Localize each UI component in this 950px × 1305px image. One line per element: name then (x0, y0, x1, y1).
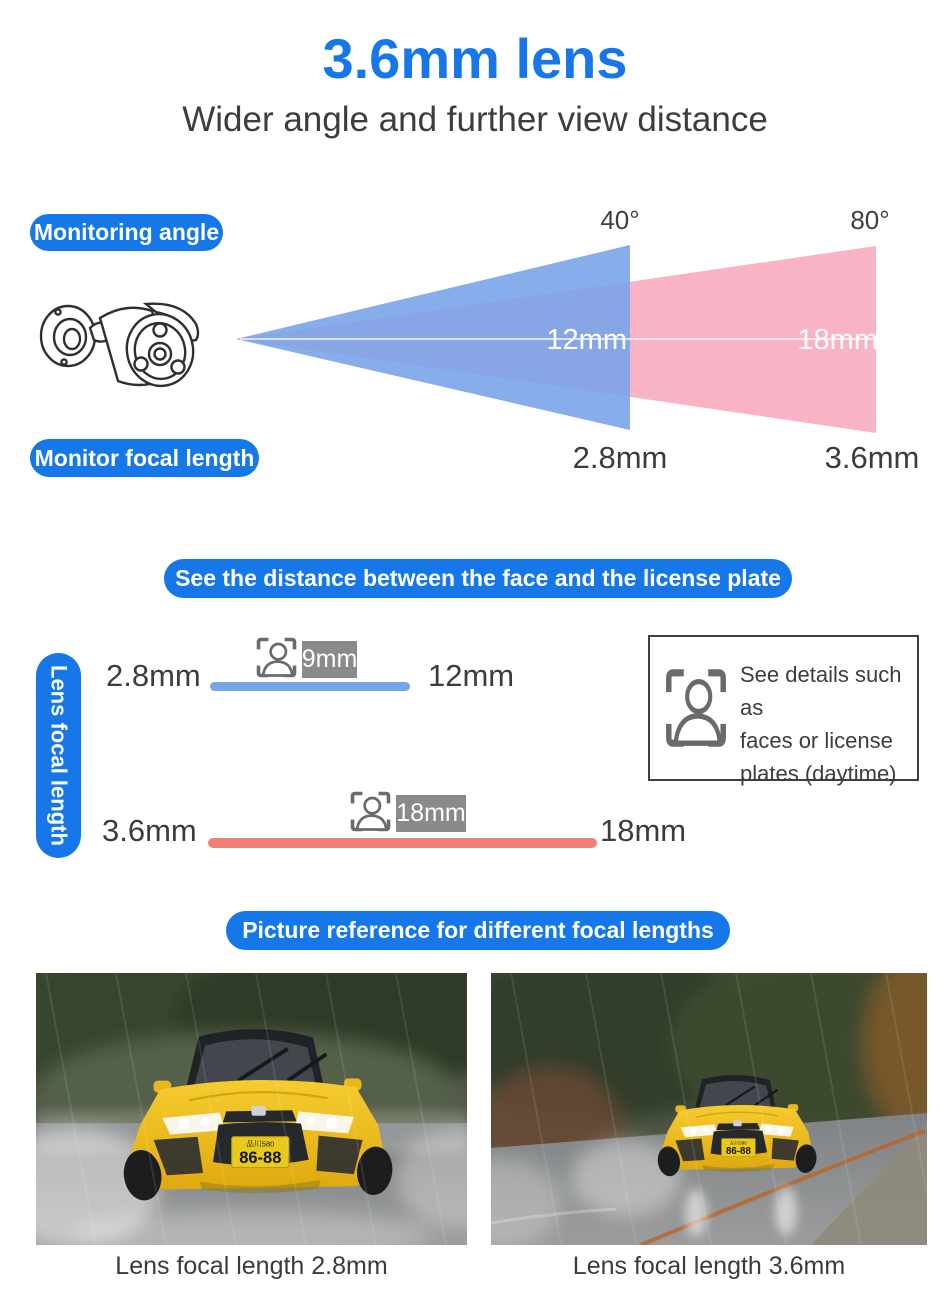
page-subtitle: Wider angle and further view distance (182, 100, 768, 139)
angle-label-80: 80° (850, 205, 890, 235)
cone-focal-2-8mm: 2.8mm (572, 440, 668, 475)
info-line-1: See details such as (740, 662, 902, 720)
row2-distance-bar (208, 838, 597, 848)
monitor-focal-length-pill: Monitor focal length (30, 439, 259, 477)
picture-reference-pill: Picture reference for different focal lengths (226, 911, 730, 950)
cone-distance-18mm: 18mm (797, 324, 878, 356)
row2-distance-badge: 18mm (396, 795, 466, 832)
photo-3-6mm (491, 973, 927, 1245)
angle-label-40: 40° (600, 205, 640, 235)
info-line-3: plates (daytime) (740, 761, 897, 786)
page-title: 3.6mm lens (322, 27, 628, 90)
row1-distance-bar (210, 682, 410, 691)
row1-distance-badge: 9mm (302, 641, 357, 678)
row1-distance-label: 12mm (428, 658, 515, 693)
face-detect-icon (662, 664, 730, 752)
caption-2-8mm: Lens focal length 2.8mm (115, 1252, 388, 1280)
face-detect-icon (254, 635, 299, 680)
info-line-2: faces or license (740, 728, 893, 753)
see-distance-pill: See the distance between the face and the license plate (164, 559, 792, 598)
row1-focal-label: 2.8mm (106, 658, 201, 693)
bullet-camera-icon (38, 288, 218, 394)
caption-3-6mm: Lens focal length 3.6mm (572, 1252, 846, 1280)
cone-distance-12mm: 12mm (546, 324, 627, 356)
cone-focal-3-6mm: 3.6mm (824, 440, 920, 475)
lens-focal-length-axis-pill: Lens focal length (36, 653, 81, 858)
row2-distance-label: 18mm (600, 813, 687, 848)
info-box-text (740, 658, 925, 790)
monitoring-angle-pill: Monitoring angle (30, 214, 223, 251)
photo-2-8mm (36, 973, 467, 1245)
row2-focal-label: 3.6mm (102, 813, 197, 848)
face-detect-icon (348, 789, 393, 834)
